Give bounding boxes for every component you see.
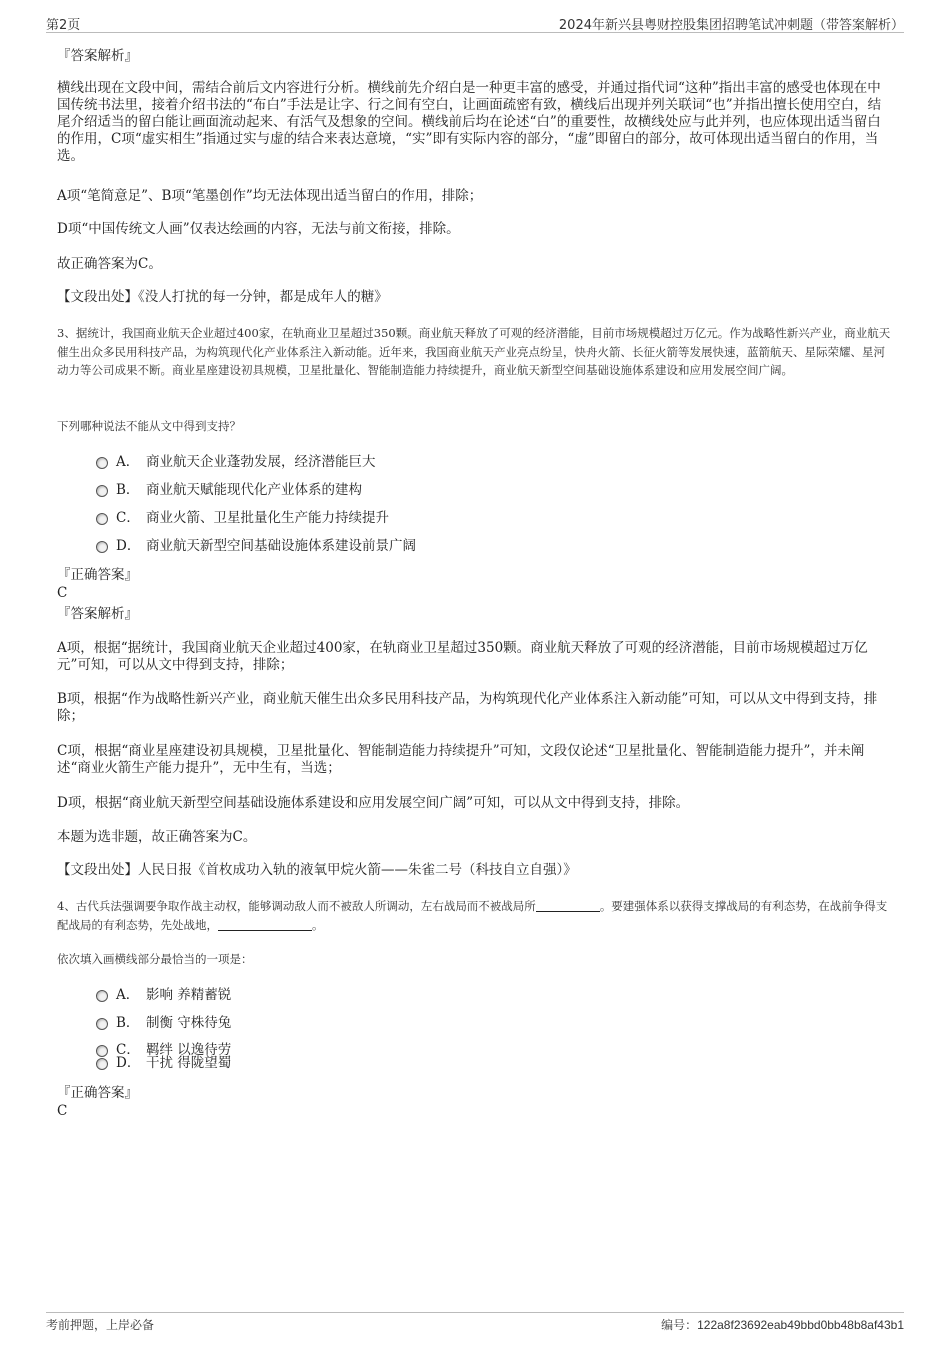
q2-source: 【文段出处】《没人打扰的每一分钟，都是成年人的糖》 — [57, 289, 388, 305]
q3-analysis-label: 『答案解析』 — [57, 606, 138, 622]
radio-icon[interactable] — [96, 457, 108, 469]
q3-analysis-c: C项，根据“商业星座建设初具规模，卫星批量化、智能制造能力持续提升”可知，文段仅论述“卫星批量化、智能制造能力提升”，并未阐述“商业火箭生产能力提升”，无中生有，当选； — [57, 743, 865, 776]
q4-option-b[interactable]: B． 制衡 守株待兔 — [96, 1015, 231, 1032]
radio-icon[interactable] — [96, 990, 108, 1002]
q3-analysis-a: A项，根据“据统计，我国商业航天企业超过400家，在轨商业卫星超过350颗。商业航天释放了可观的经济潜能，目前市场规模超过万亿元”可知，可以从文中得到支持，排除； — [57, 640, 868, 673]
q3-option-b[interactable]: B． 商业航天赋能现代化产业体系的建构 — [96, 482, 362, 499]
q3-analysis-b: B项，根据“作为战略性新兴产业，商业航天催生出众多民用科技产品，为构筑现代化产业体系注入新动能”可知，可以从文中得到支持，排除； — [57, 691, 878, 724]
q3-conclusion: 本题为选非题，故正确答案为C。 — [57, 829, 257, 845]
page-number: 第2页 — [46, 18, 81, 33]
q4-stem: 4、古代兵法强调要争取作战主动权，能够调动敌人而不被敌人所调动，左右战局而不被战局所 。要建强体系以获得支撑战局的有利态势，在战前争得支配战局的有利态势，先处战地， 。 — [57, 899, 888, 932]
q4-option-d[interactable]: D． 干扰 得陇望蜀 — [96, 1055, 231, 1072]
q3-option-a[interactable]: A． 商业航天企业蓬勃发展，经济潜能巨大 — [96, 454, 376, 471]
radio-icon[interactable] — [96, 541, 108, 553]
radio-icon[interactable] — [96, 1018, 108, 1030]
q3-analysis-d: D项，根据“商业航天新型空间基础设施体系建设和应用发展空间广阔”可知，可以从文中得到支持，排除。 — [57, 795, 690, 811]
q3-answer-label: 『正确答案』 — [57, 567, 138, 583]
q3-question: 下列哪种说法不能从文中得到支持？ — [57, 419, 241, 433]
document-id: 编号：122a8f23692eab49bbd0bb48b8af43b1 — [661, 1318, 904, 1332]
document-title: 2024年新兴县粤财控股集团招聘笔试冲刺题（带答案解析） — [558, 18, 904, 33]
fill-blank-1 — [536, 899, 600, 912]
q4-question: 依次填入画横线部分最恰当的一项是： — [57, 952, 253, 966]
q3-option-d[interactable]: D． 商业航天新型空间基础设施体系建设前景广阔 — [96, 538, 416, 555]
footer-slogan: 考前押题，上岸必备 — [46, 1318, 155, 1332]
radio-icon[interactable] — [96, 513, 108, 525]
q3-source: 【文段出处】人民日报《首枚成功入轨的液氧甲烷火箭——朱雀二号（科技自立自强）》 — [57, 862, 577, 878]
q2-analysis-d: D项“中国传统文人画”仅表达绘画的内容，无法与前文衔接，排除。 — [57, 221, 460, 237]
q4-answer: C — [57, 1103, 68, 1119]
radio-icon[interactable] — [96, 1058, 108, 1070]
q2-analysis-text: 横线出现在文段中间，需结合前后文内容进行分析。横线前先介绍白是一种更丰富的感受，并通过指代词“这种”指出丰富的感受也体现在中国传统书法里，接着介绍书法的“布白”手法是让字、行之间有空白，让画面疏密有致，横线后出现并列关联词“也”并指出擅长使用空白，结尾介绍适当的留白能让画面流动起来、有活气及想象的空间。横线前后均在论述“白”的重要性，故横线处应与此并列，也应体现出适当留白的作用，C项“虚实相生”指通过实与虚的结合来表达意境，“实”即有实际内容的部分，“虚”即留白的部分，故可体现出适当留白的作用，当选。 — [57, 80, 882, 164]
q4-answer-label: 『正确答案』 — [57, 1085, 138, 1101]
q4-option-c[interactable]: C． 羁绊 以逸待劳 — [96, 1042, 231, 1059]
fill-blank-2 — [218, 918, 312, 931]
q4-option-a[interactable]: A． 影响 养精蓄锐 — [96, 987, 231, 1004]
q2-analysis-ab: A项“笔简意足”、B项“笔墨创作”均无法体现出适当留白的作用，排除； — [57, 188, 483, 204]
radio-icon[interactable] — [96, 485, 108, 497]
q3-stem: 3、据统计，我国商业航天企业超过400家，在轨商业卫星超过350颗。商业航天释放了可观的经济潜能，目前市场规模超过万亿元。作为战略性新兴产业，商业航天催生出众多民用科技产品，为构筑现代化产业体系注入新动能。近年来，我国商业航天产业亮点纷呈，快舟火箭、长征火箭等发展快速，蓝箭航天、星际荣耀、星河动力等公司成果不断。商业星座建设初具规模，卫星批量化、智能制造能力持续提升，商业航天新型空间基础设施体系建设和应用发展空间广阔。 — [57, 326, 891, 377]
q3-option-c[interactable]: C． 商业火箭、卫星批量化生产能力持续提升 — [96, 510, 389, 527]
q3-answer: C — [57, 585, 68, 601]
page-header — [46, 14, 904, 33]
page-footer — [46, 1312, 904, 1335]
q2-analysis-label: 『答案解析』 — [57, 48, 138, 64]
q2-conclusion: 故正确答案为C。 — [57, 256, 162, 272]
